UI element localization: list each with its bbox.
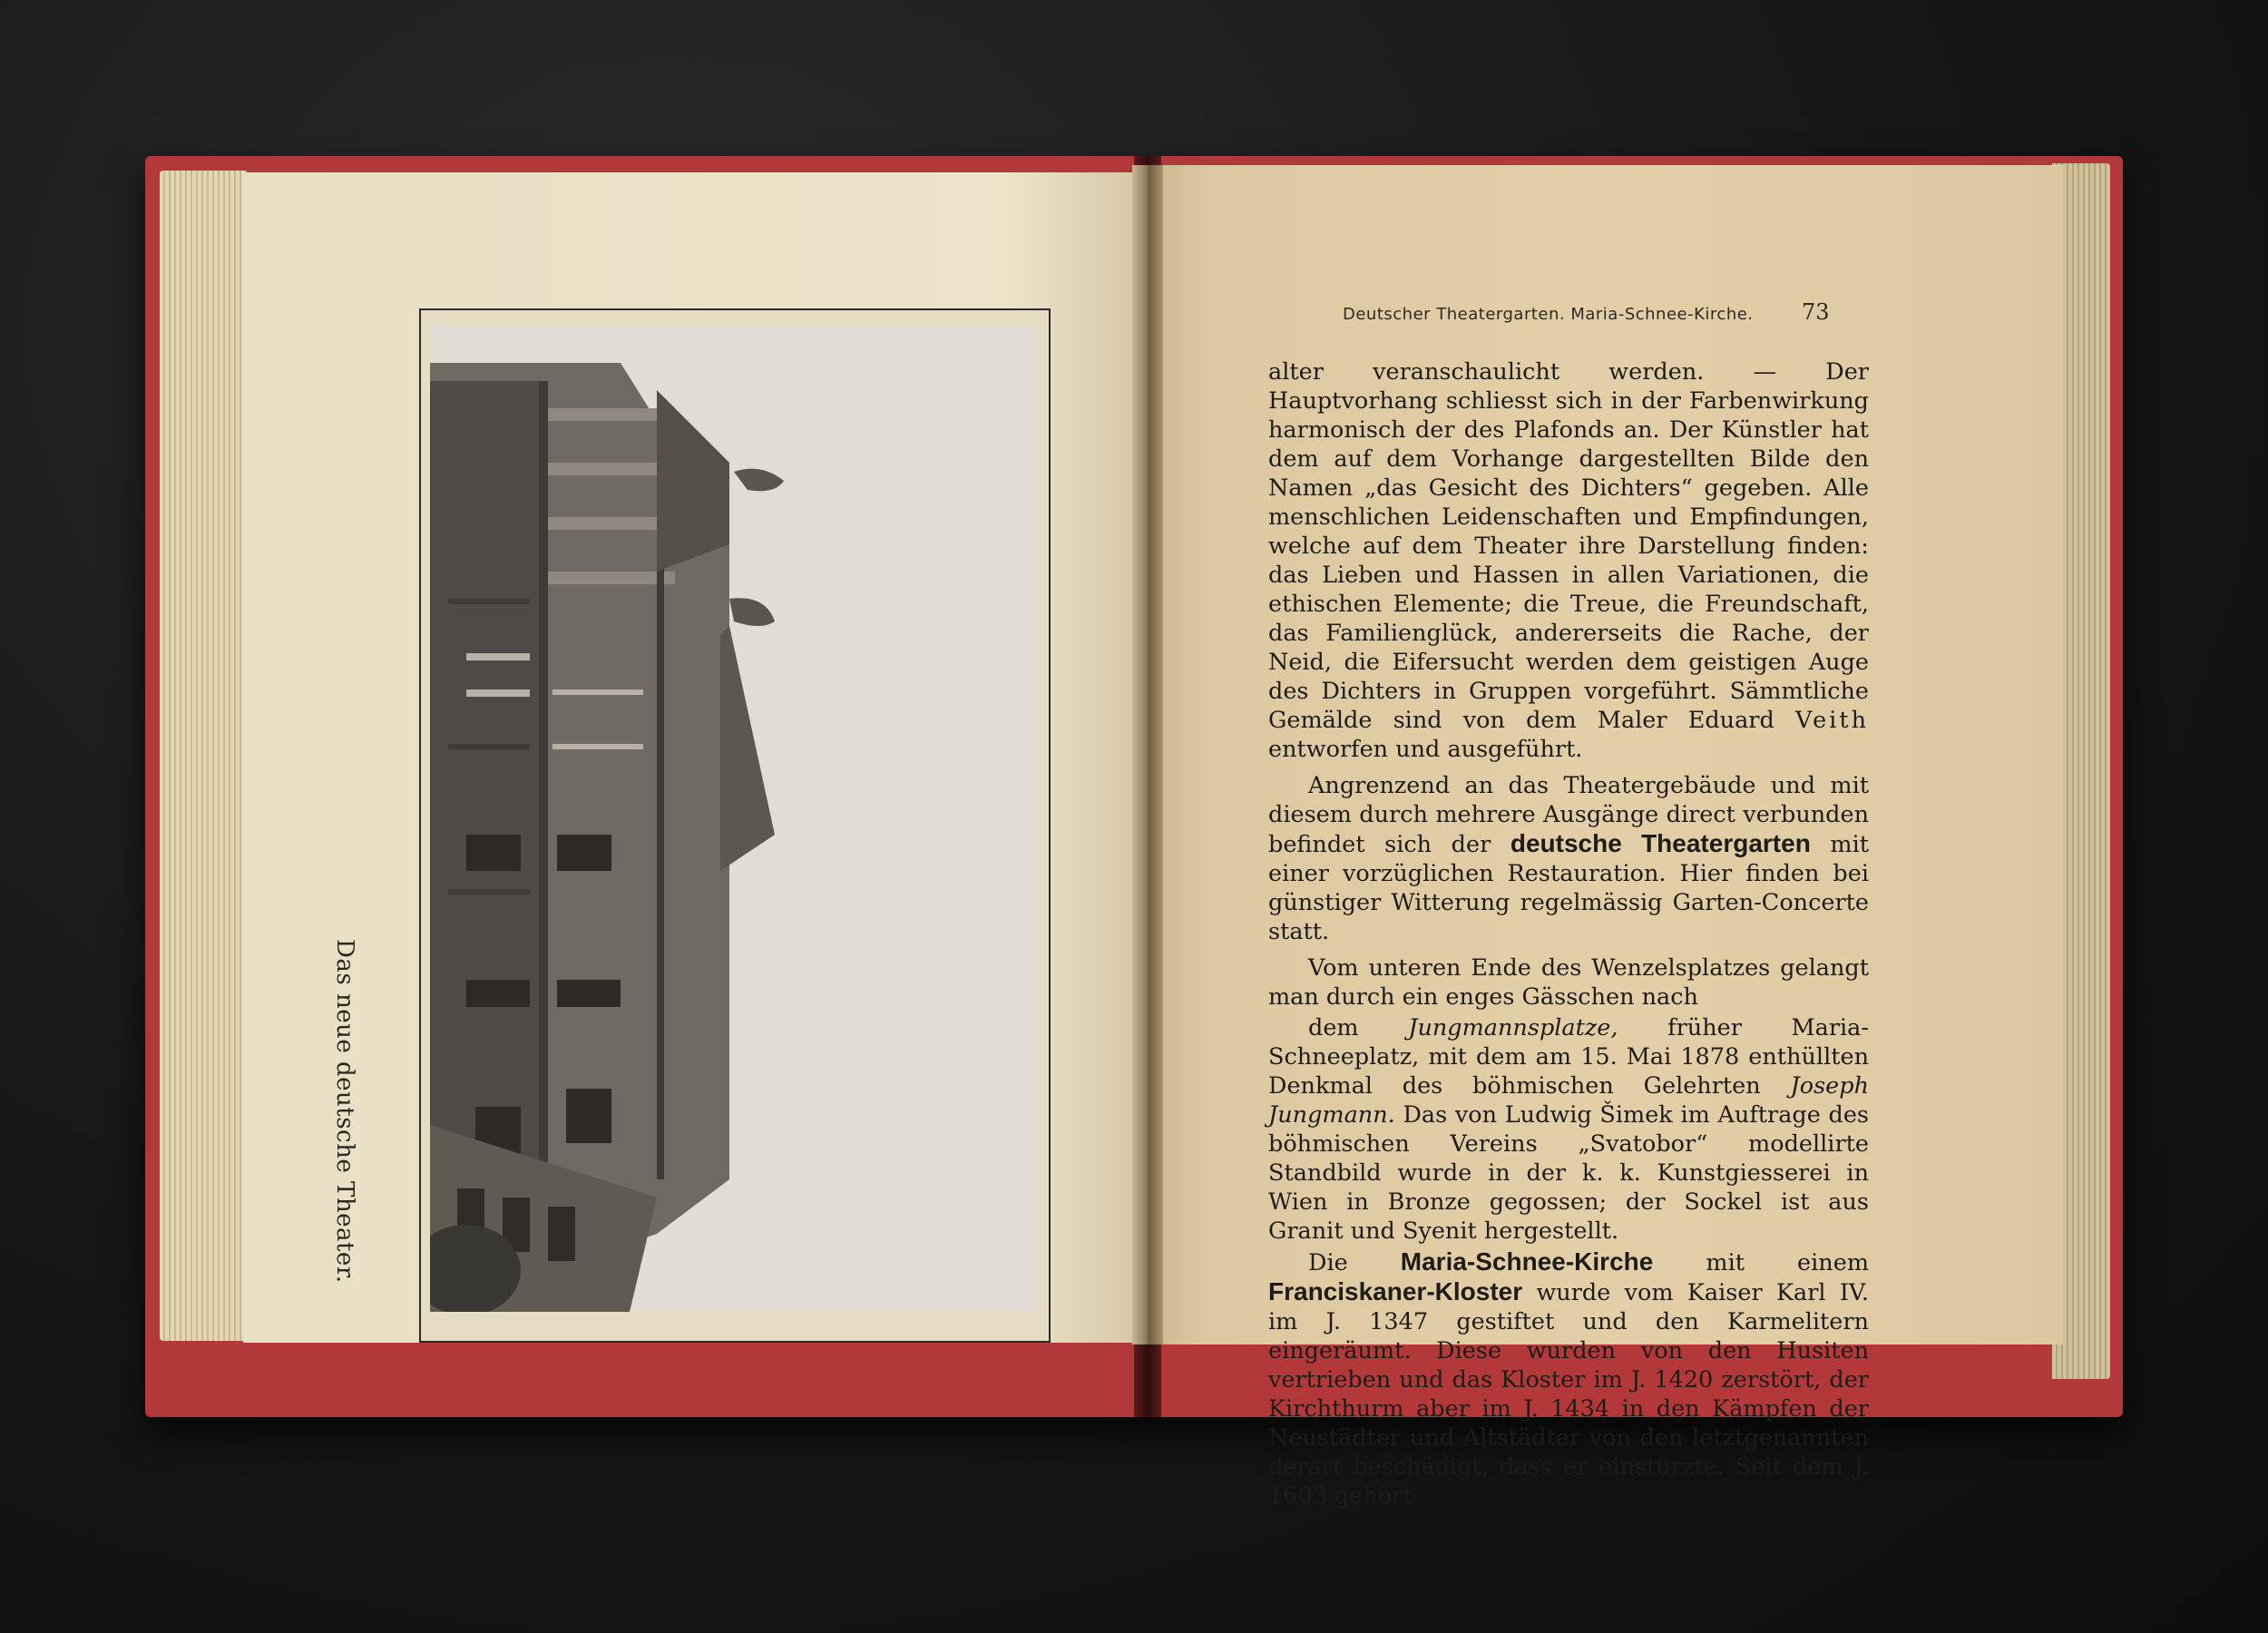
paragraph-text: Die <box>1308 1249 1348 1276</box>
running-head: Deutscher Theatergarten. Maria-Schnee-Kirche. <box>1343 305 1754 324</box>
book-gutter <box>1132 165 1163 1345</box>
body-text <box>1268 357 1869 1511</box>
paragraph-text: mit einer vorzüglichen Restauration. Hier finden bei günstiger Witterung regelmässig Garten-Concerte statt. <box>1268 831 1869 945</box>
paragraph-text: Das von Ludwig Šimek im Auftrage des böhmischen Vereins „Svatobor“ modellirte Standbild wurde in der k. k. Kunstgiesserei in Wien in Bronze gegossen; der Sockel ist aus Granit und Syenit hergestellt. <box>1268 1101 1869 1245</box>
photo-caption: Das neue deutsche Theater. <box>331 939 358 1284</box>
theater-photograph <box>430 327 1036 1312</box>
paragraph-text: Vom unteren Ende des Wenzelsplatzes gelangt man durch ein enges Gässchen nach <box>1268 954 1869 1011</box>
paragraph-text: alter veranschaulicht werden. — Der Hauptvorhang schliesst sich in der Farbenwirkung harmonisch der des Plafonds an. Der Künstler hat dem auf dem Vorhange dargestellten Bilde den Namen „das Gesicht des Dichters“ gegeben. Alle menschlichen Leidenschaften und Empfindungen, welche auf dem Theater ihre Darstellung finden: das Lieben und Hassen in allen Variationen, die ethischen Elemente; die Treue, die Freundschaft, das Familienglück, andererseits die Rache, der Neid, die Eifersucht werden dem geistigen Auge des Dichters in Gruppen vorgeführt. Sämmtliche Gemälde sind von dem Maler Eduard <box>1268 358 1869 734</box>
place-name: Jungmannsplatze, <box>1408 1014 1618 1041</box>
keyword-church: Maria-Schnee-Kirche <box>1400 1247 1654 1276</box>
person-name: Joseph Jungmann. <box>1268 1072 1869 1129</box>
keyword-monastery: Franciskaner-Kloster <box>1268 1277 1523 1305</box>
paragraph <box>1268 1247 1869 1511</box>
paragraph-text: Angrenzend an das Theatergebäude und mit diesem durch mehrere Ausgänge direct verbunden befindet sich der <box>1268 772 1869 858</box>
paragraph-text: entworfen und ausgeführt. <box>1268 736 1583 763</box>
paragraph-text: früher Maria-Schneeplatz, mit dem am 15. Mai 1878 enthüllten Denkmal des böhmischen Gelehrten <box>1268 1014 1869 1100</box>
keyword-theatergarten: deutsche Theatergarten <box>1510 829 1811 857</box>
paragraph-text: wurde vom Kaiser Karl IV. im J. 1347 gestiftet und den Karmelitern eingeräumt. Diese wurden von den Husiten vertrieben und das Kloster im J. 1420 zerstört, der Kirchthurm aber im J. 1434 in den Kämpfen der Neustädter und Altstädter von den letztgenannten derart beschädigt, dass er einstürzte. Seit dem J. 1603 gehört <box>1268 1279 1870 1510</box>
paragraph <box>1268 357 1869 764</box>
paragraph <box>1268 771 1869 946</box>
paragraph-text: dem <box>1308 1014 1359 1041</box>
paragraph <box>1268 1013 1869 1246</box>
paragraph-text: mit einem <box>1706 1249 1869 1276</box>
page-number: 73 <box>1802 299 1830 325</box>
artist-name: Veith <box>1795 707 1869 734</box>
paragraph <box>1268 953 1869 1012</box>
left-page-edges <box>160 171 247 1341</box>
